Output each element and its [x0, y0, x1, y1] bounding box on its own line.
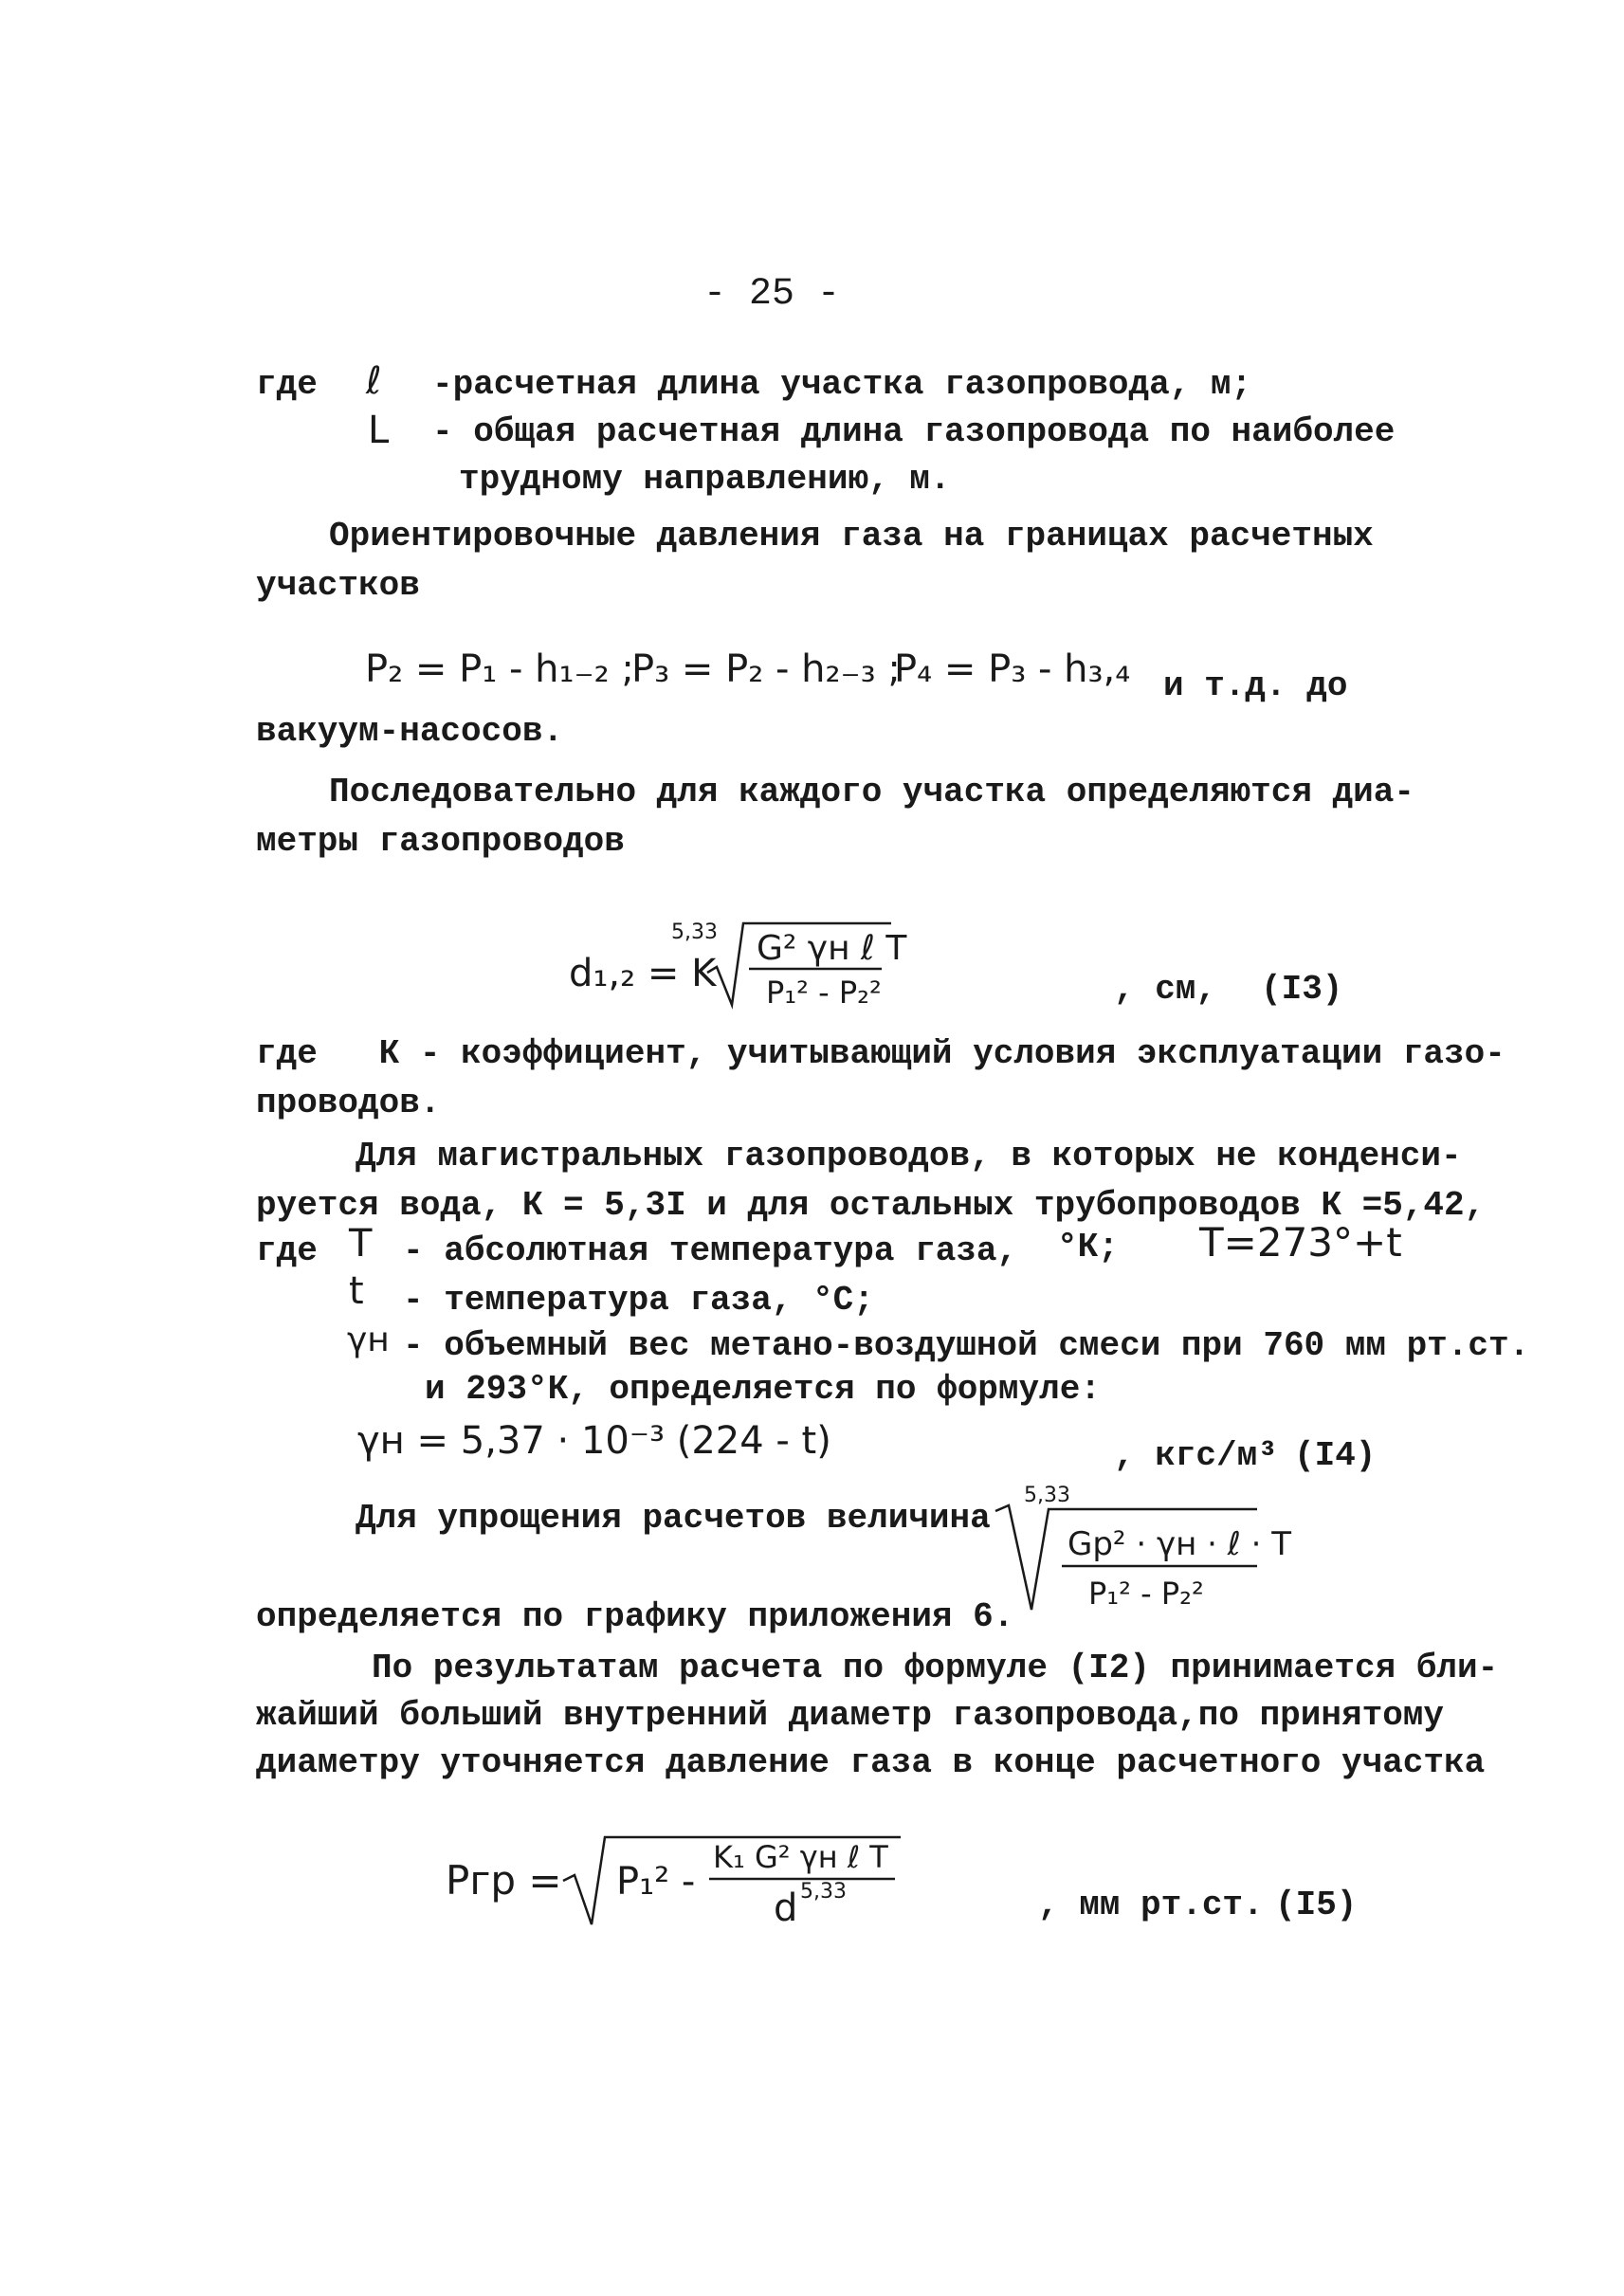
- formula-15: [446, 1818, 939, 1932]
- symbol-t: t: [349, 1269, 364, 1313]
- definition-T: - абсолютная температура газа,: [403, 1231, 1018, 1270]
- definition-L-cont: трудному направлению, м.: [459, 460, 951, 499]
- defs-where-label: где: [256, 365, 318, 404]
- formula-13-label: (I3): [1261, 970, 1343, 1009]
- paragraph-line: По результатам расчета по формуле (I2) принимается бли-: [372, 1649, 1499, 1687]
- formula-15-denominator: d: [774, 1886, 798, 1930]
- paragraph-line: Для упрощения расчетов величина: [356, 1499, 991, 1538]
- equation-tail-cont: вакуум-насосов.: [256, 712, 564, 751]
- paragraph-line: проводов.: [256, 1084, 441, 1122]
- equation-p2: P₂ = P₁ - h₁₋₂ ;: [365, 647, 634, 691]
- formula-15-denominator-exponent: 5,33: [800, 1880, 847, 1904]
- formula-13-denominator: P₁² - P₂²: [766, 975, 882, 1011]
- paragraph-line: диаметру уточняется давление газа в конце расчетного участка: [256, 1743, 1486, 1782]
- paragraph-line: где К - коэффициент, учитывающий условия эксплуатации газо-: [256, 1034, 1505, 1073]
- definition-gamma: - объемный вес метано-воздушной смеси при 760 мм рт.ст.: [403, 1326, 1530, 1365]
- page-number: - 25 -: [703, 273, 841, 316]
- formula-15-p1-squared: P₁² -: [616, 1860, 696, 1904]
- paragraph-line: Последовательно для каждого участка определяются диа-: [329, 773, 1414, 811]
- formula-15-lhs: Pгр =: [446, 1857, 562, 1904]
- formula-15-numerator: K₁ G² γн ℓ T: [713, 1839, 888, 1875]
- definition-l: -расчетная длина участка газопровода, м;: [432, 365, 1252, 404]
- symbol-l: ℓ: [366, 359, 382, 403]
- radical-expression-numerator: Gр² · γн · ℓ · T: [1067, 1525, 1291, 1563]
- equation-p3: P₃ = P₂ - h₂₋₃ ;: [631, 647, 901, 691]
- defs2-where-label: где: [256, 1231, 318, 1270]
- formula-15-unit: , мм рт.ст.: [1038, 1886, 1264, 1924]
- formula-T: T=273°+t: [1199, 1219, 1402, 1266]
- equation-tail: и т.д. до: [1163, 666, 1348, 705]
- paragraph-line: определяется по графику приложения 6.: [256, 1597, 1014, 1636]
- definition-T-unit: °К;: [1057, 1228, 1119, 1266]
- paragraph-line: жайший больший внутренний диаметр газопровода,по принятому: [256, 1696, 1445, 1735]
- paragraph-line: Ориентировочные давления газа на границах расчетных: [329, 517, 1374, 556]
- formula-14-unit: , кгс/м³: [1114, 1436, 1278, 1475]
- radical-expression-index: 5,33: [1024, 1484, 1070, 1507]
- paragraph-line: Для магистральных газопроводов, в которых не конденси-: [356, 1137, 1462, 1175]
- formula-15-label: (I5): [1275, 1886, 1358, 1924]
- definition-t: - температура газа, °С;: [403, 1281, 874, 1320]
- paragraph-line: метры газопроводов: [256, 822, 625, 861]
- formula-14-label: (I4): [1294, 1436, 1377, 1475]
- formula-13-unit: , см,: [1114, 970, 1217, 1009]
- formula-14: γн = 5,37 · 10⁻³ (224 - t): [357, 1419, 831, 1463]
- formula-13-root-index: 5,33: [671, 920, 718, 944]
- formula-13-numerator: G² γн ℓ T: [757, 929, 907, 968]
- formula-13: [569, 910, 948, 1014]
- definition-L: - общая расчетная длина газопровода по наиболее: [432, 412, 1396, 451]
- symbol-T: T: [349, 1222, 373, 1266]
- radical-expression-denominator: P₁² - P₂²: [1088, 1576, 1204, 1612]
- symbol-gamma: γн: [347, 1321, 390, 1359]
- radical-expression: [986, 1477, 1291, 1629]
- paragraph-line: руется вода, К = 5,3I и для остальных трубопроводов К =5,42,: [256, 1186, 1486, 1225]
- equation-p4: P₄ = P₃ - h₃,₄: [894, 647, 1131, 691]
- symbol-L: L: [368, 409, 390, 452]
- paragraph-line: участков: [256, 566, 420, 605]
- definition-gamma-cont: и 293°К, определяется по формуле:: [425, 1370, 1101, 1409]
- formula-13-lhs: d₁,₂ = K: [569, 952, 717, 995]
